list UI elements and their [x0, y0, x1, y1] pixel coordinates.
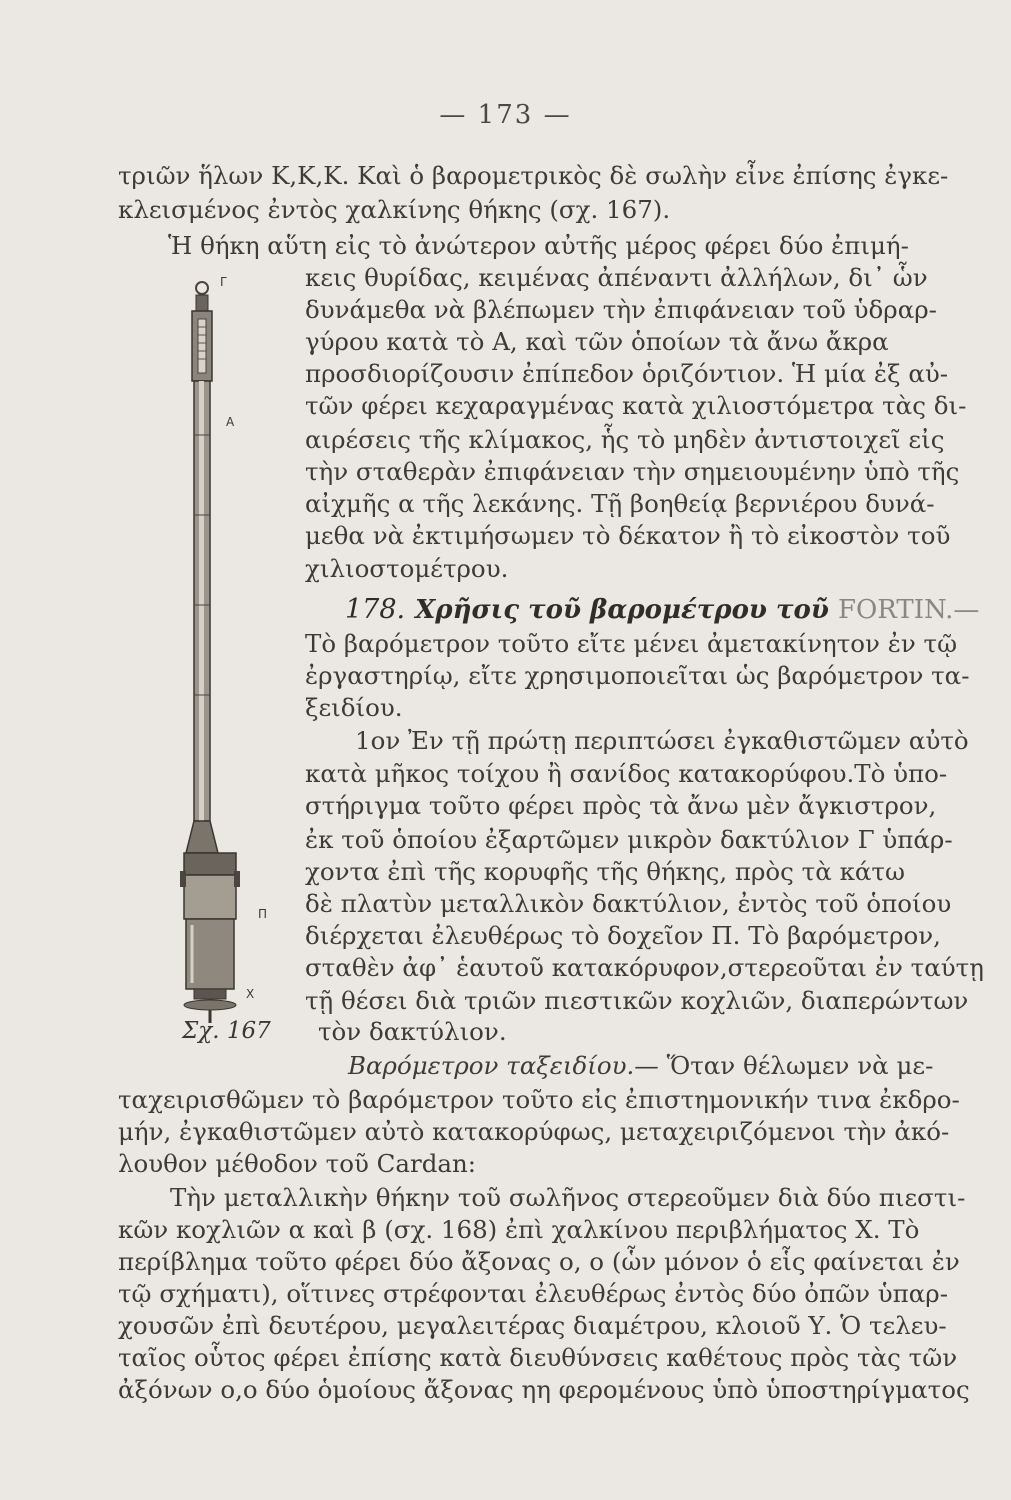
text-line: ταῖος οὗτος φέρει ἐπίσης κατὰ διευθύνσεις καθέτους πρὸς τὰς τῶν	[118, 1343, 958, 1372]
text-line: σταθὲν ἀφ᾽ ἑαυτοῦ κατακόρυφον,στερεοῦται ἐν ταύτῃ	[305, 953, 984, 982]
label-chi: X	[246, 987, 255, 1001]
text-line: μεθα νὰ ἐκτιμήσωμεν τὸ δέκατον ἢ τὸ εἰκοστὸν τοῦ	[305, 521, 951, 550]
text-line: χοντα ἐπὶ τῆς κορυφῆς τῆς θήκης, πρὸς τὰ κάτω	[305, 857, 905, 886]
text-line: προσδιορίζουσιν ἐπίπεδον ὁριζόντιον. Ἡ μία ἐξ αὐ-	[305, 359, 949, 388]
text-line: τῷ σχήματι), οἵτινες στρέφονται ἐλευθέρως ἐντὸς δύο ὀπῶν ὑπαρ-	[118, 1279, 948, 1308]
section-number: 178.	[345, 594, 406, 625]
section-heading	[345, 594, 979, 625]
text-line: διέρχεται ἐλευθέρως τὸ δοχεῖον Π. Τὸ βαρόμετρον,	[305, 921, 941, 950]
text-line	[348, 1050, 933, 1082]
text-line: Τὴν μεταλλικὴν θήκην τοῦ σωλῆνος στερεοῦμεν διὰ δύο πιεστι-	[170, 1183, 966, 1212]
label-pi: Π	[258, 907, 268, 921]
text-line: κεις θυρίδας, κειμένας ἀπέναντι ἀλλήλων, δι᾽ ὧν	[305, 263, 928, 292]
section-title: Χρῆσις τοῦ βαρομέτρου τοῦ	[415, 595, 829, 625]
figure-caption: Σχ. 167	[182, 1018, 271, 1044]
text-line: ταχειρισθῶμεν τὸ βαρόμετρον τοῦτο εἰς ἐπιστημονικήν τινα ἐκδρο-	[118, 1085, 960, 1114]
text-line: κατὰ μῆκος τοίχου ἢ σανίδος κατακορύφου.Τὸ ὑπο-	[305, 759, 948, 788]
text-line: Τὸ βαρόμετρον τοῦτο εἴτε μένει ἀμετακίνητον ἐν τῷ	[305, 629, 958, 658]
text-line: τὴν σταθερὰν ἐπιφάνειαν τὴν σημειουμένην ὑπὸ τῆς	[305, 457, 960, 486]
barometer-figure	[170, 275, 290, 1075]
subheading: Βαρόμετρον ταξειδίου.—	[348, 1051, 659, 1080]
text-line: τῇ θέσει διὰ τριῶν πιεστικῶν κοχλιῶν, διαπερώντων	[305, 986, 969, 1015]
text-line: δὲ πλατὺν μεταλλικὸν δακτύλιον, ἐντὸς τοῦ ὁποίου	[305, 889, 952, 918]
section-title-name: FORTIN.—	[837, 595, 980, 625]
text-line: χιλιοστομέτρου.	[305, 554, 509, 583]
text-span: Ὅταν θέλωμεν νὰ με-	[666, 1051, 934, 1080]
label-gamma: Γ	[220, 275, 227, 289]
text-line: ξειδίου.	[305, 693, 403, 722]
text-line: αιρέσεις τῆς κλίμακος, ἧς τὸ μηδὲν ἀντιστοιχεῖ εἰς	[305, 425, 945, 454]
text-line: κῶν κοχλιῶν α καὶ β (σχ. 168) ἐπὶ χαλκίνου περιβλήματος Χ. Τὸ	[118, 1215, 920, 1244]
text-line: ἐργαστηρίῳ, εἴτε χρησιμοποιεῖται ὡς βαρόμετρον τα-	[305, 661, 970, 690]
barometer-illustration	[170, 275, 290, 1035]
text-line: ἀξόνων ο,ο δύο ὁμοίους ἄξονας ηη φερομένους ὑπὸ ὑποστηρίγματος	[118, 1375, 970, 1404]
text-line: στήριγμα τοῦτο φέρει πρὸς τὰ ἄνω μὲν ἄγκιστρον,	[305, 791, 937, 820]
text-line: Ἡ θήκη αὕτη εἰς τὸ ἀνώτερον αὐτῆς μέρος φέρει δύο ἐπιμή-	[168, 231, 909, 260]
page-number: — 173 —	[439, 100, 572, 130]
text-line: γύρου κατὰ τὸ Α, καὶ τῶν ὁποίων τὰ ἄνω ἄκρα	[305, 327, 889, 356]
text-line: 1ον Ἐν τῇ πρώτῃ περιπτώσει ἐγκαθιστῶμεν αὐτὸ	[355, 726, 969, 755]
text-line: τριῶν ἥλων Κ,Κ,Κ. Καὶ ὁ βαρομετρικὸς δὲ σωλὴν εἶνε ἐπίσης ἐγκε-	[118, 161, 949, 190]
text-line: χουσῶν ἐπὶ δευτέρου, μεγαλειτέρας διαμέτρου, κλοιοῦ Υ. Ὁ τελευ-	[118, 1311, 947, 1340]
text-line: τῶν φέρει κεχαραγμένας κατὰ χιλιοστόμετρα τὰς δι-	[305, 391, 967, 420]
label-alpha: A	[226, 415, 235, 429]
text-line: δυνάμεθα νὰ βλέπωμεν τὴν ἐπιφάνειαν τοῦ ὑδραρ-	[305, 295, 937, 324]
text-line: ἐκ τοῦ ὁποίου ἐξαρτῶμεν μικρὸν δακτύλιον Γ ὑπάρ-	[305, 825, 953, 854]
text-line: μήν, ἐγκαθιστῶμεν αὐτὸ κατακορύφως, μεταχειριζόμενοι τὴν ἀκό-	[118, 1117, 950, 1146]
text-line: κλεισμένος ἐντὸς χαλκίνης θήκης (σχ. 167).	[118, 195, 671, 224]
text-line: περίβλημα τοῦτο φέρει δύο ἄξονας ο, ο (ὧν μόνον ὁ εἷς φαίνεται ἐν	[118, 1247, 960, 1276]
text-line: τὸν δακτύλιον.	[318, 1017, 507, 1046]
text-line: λουθον μέθοδον τοῦ Cardan:	[118, 1149, 477, 1178]
text-line: αἰχμῆς α τῆς λεκάνης. Τῇ βοηθείᾳ βερνιέρου δυνά-	[305, 489, 935, 518]
